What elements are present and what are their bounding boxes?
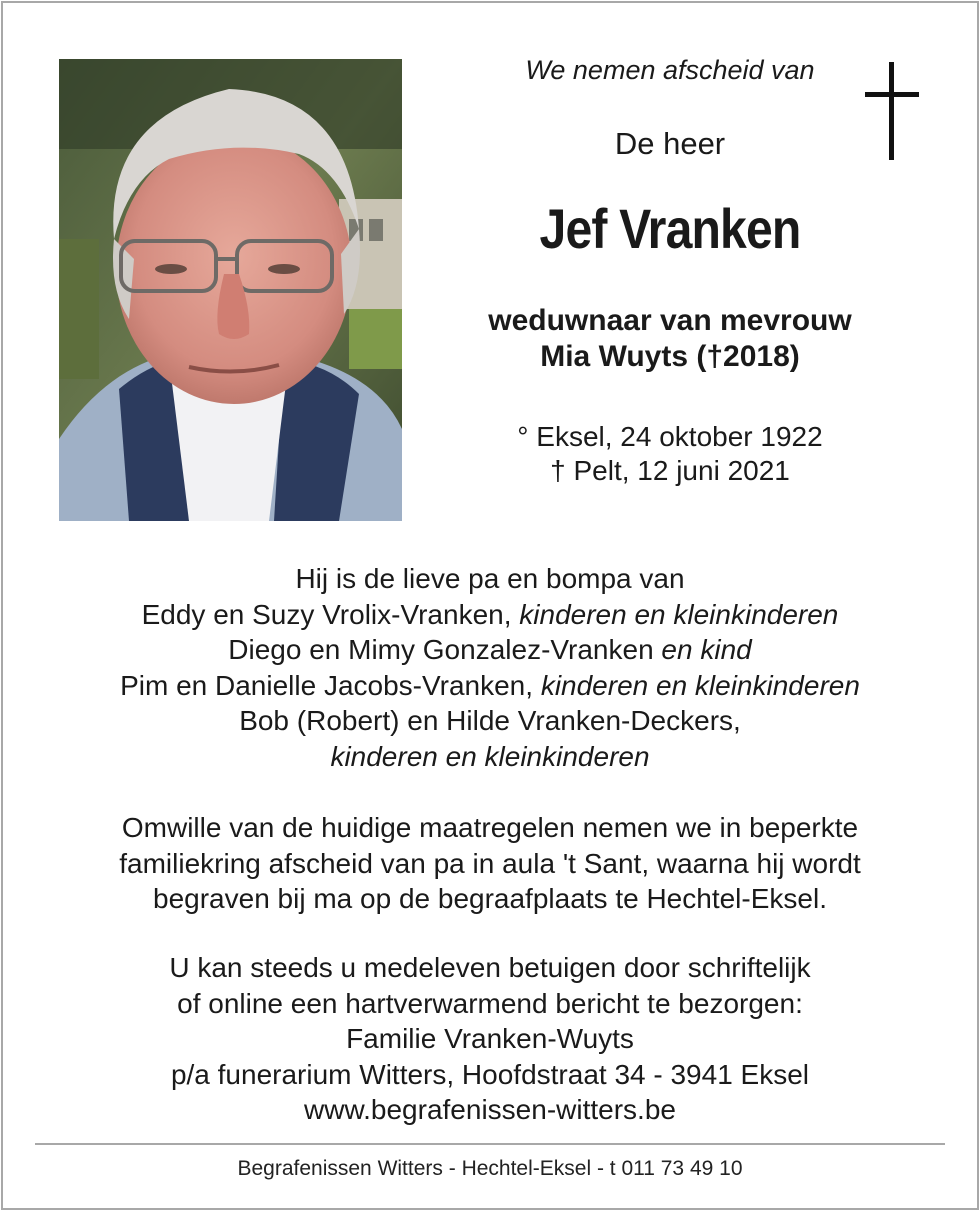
member-suffix: kinderen en kleinkinderen xyxy=(540,669,860,701)
member-name: Eddy en Suzy Vrolix-Vranken, xyxy=(141,598,520,630)
notice-line: begraven bij ma op de begraafplaats te Hechtel-Eksel. xyxy=(153,883,827,914)
divider xyxy=(35,1143,945,1145)
contact-line: U kan steeds u medeleven betuigen door schriftelijk xyxy=(169,952,811,983)
family-member xyxy=(40,668,940,704)
notice-line: familiekring afscheid van pa in aula 't Sant, waarna hij wordt xyxy=(119,847,861,879)
death-date: † Pelt, 12 juni 2021 xyxy=(550,455,790,486)
footer-text: Begrafenissen Witters - Hechtel-Eksel - t 011 73 49 10 xyxy=(237,1157,743,1180)
condolence-info xyxy=(40,950,940,1128)
website-link[interactable]: www.begrafenissen-witters.be xyxy=(304,1094,676,1125)
member-suffix: kinderen en kleinkinderen xyxy=(519,598,839,630)
contact-line: of online een hartverwarmend bericht te bezorgen: xyxy=(177,987,803,1019)
member-name: Bob (Robert) en Hilde Vranken-Deckers, xyxy=(239,705,741,736)
spouse-line-2: Mia Wuyts (†2018) xyxy=(540,340,800,373)
funeral-notice xyxy=(40,810,940,917)
family-member xyxy=(40,632,940,668)
notice-line: Omwille van de huidige maatregelen nemen we in beperkte xyxy=(121,812,859,843)
member-name: Pim en Danielle Jacobs-Vranken, xyxy=(120,669,541,701)
family-member xyxy=(40,597,940,633)
spouse-info xyxy=(440,303,900,375)
contact-family: Familie Vranken-Wuyts xyxy=(346,1023,634,1054)
portrait-photo xyxy=(59,59,402,521)
spouse-line-1: weduwnaar van mevrouw xyxy=(488,304,852,337)
birth-date: ° Eksel, 24 oktober 1922 xyxy=(517,421,823,452)
intro-text: We nemen afscheid van xyxy=(525,55,815,85)
member-suffix: kinderen en kleinkinderen xyxy=(330,740,650,772)
family-list xyxy=(40,561,940,774)
member-name: Diego en Mimy Gonzalez-Vranken xyxy=(228,634,662,665)
honorific: De heer xyxy=(614,126,726,161)
member-suffix: en kind xyxy=(661,634,752,665)
family-member xyxy=(40,703,940,739)
life-dates xyxy=(440,420,900,488)
deceased-name: Jef Vranken xyxy=(539,197,801,260)
contact-address: p/a funerarium Witters, Hoofdstraat 34 - 3941 Eksel xyxy=(170,1058,810,1090)
family-intro: Hij is de lieve pa en bompa van xyxy=(295,563,685,594)
